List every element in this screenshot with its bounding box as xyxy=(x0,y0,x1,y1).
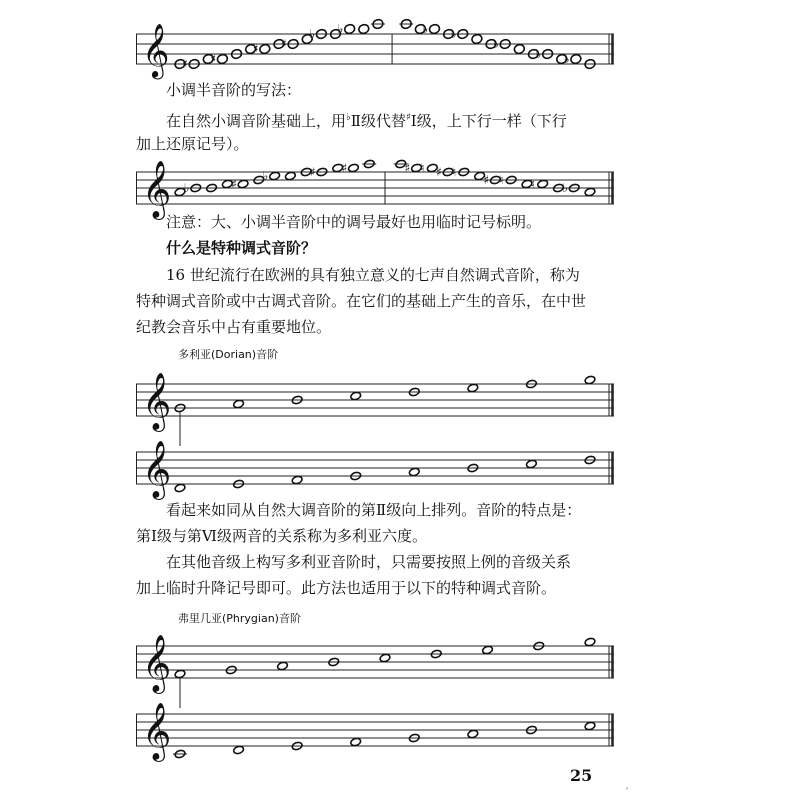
minor-chromatic-heading: 小调半音阶的写法： xyxy=(166,81,302,99)
treble-clef-icon: 𝄞 xyxy=(142,439,172,498)
whole-note xyxy=(348,163,360,173)
question-heading: 什么是特种调式音阶？ xyxy=(166,239,317,257)
whole-note xyxy=(379,653,391,663)
treble-clef-icon: 𝄞 xyxy=(142,159,172,218)
chromatic-scale-staff-2 xyxy=(136,158,614,218)
whole-note xyxy=(233,745,245,755)
corner-mark: ˊ xyxy=(624,788,629,799)
whole-note xyxy=(350,391,362,401)
dorian-desc-line4: 加上临时升降记号即可。此方法也适用于以下的特种调式音阶。 xyxy=(136,579,557,597)
dorian-caption: 多利亚(Dorian)音阶 xyxy=(178,348,279,361)
treble-clef-icon: 𝄞 xyxy=(142,633,172,692)
accidental: ♭ xyxy=(183,181,190,195)
treble-clef-icon: 𝄞 xyxy=(142,23,170,77)
whole-note xyxy=(174,483,186,493)
whole-note xyxy=(584,637,596,647)
accidental: ♮ xyxy=(499,173,504,187)
whole-note xyxy=(285,171,297,181)
whole-note xyxy=(513,43,525,54)
chromatic-scale-staff-1 xyxy=(136,20,614,77)
dorian-staff-1 xyxy=(136,371,614,430)
whole-note xyxy=(350,737,362,747)
accidental: ♮ xyxy=(530,177,535,191)
accidental: ♯ xyxy=(252,42,259,56)
whole-note xyxy=(471,33,483,44)
accidental: ♭ xyxy=(262,169,269,183)
phrygian-caption: 弗里几亚(Phrygian)音阶 xyxy=(178,612,301,625)
accidental: ♯ xyxy=(210,52,217,66)
whole-note xyxy=(291,475,303,485)
accidental: ♮ xyxy=(420,161,425,175)
whole-note xyxy=(259,43,271,54)
note-text: 注意：大、小调半音阶中的调号最好也用临时记号标明。 xyxy=(166,213,542,231)
whole-note xyxy=(216,53,228,64)
whole-note xyxy=(570,53,582,64)
accidental: ♯ xyxy=(231,177,237,191)
treble-clef-icon: 𝄞 xyxy=(142,371,172,430)
dorian-desc-line1: 看起来如同从自然大调音阶的第Ⅱ级向上排列。音阶的特点是： xyxy=(166,501,582,519)
page-number: 25 xyxy=(570,766,593,785)
church-modes-line3: 纪教会音乐中占有重要地位。 xyxy=(136,318,332,336)
minor-chromatic-body-line2: 加上还原记号）。 xyxy=(136,135,249,153)
treble-clef-icon: 𝄞 xyxy=(142,701,172,760)
whole-note xyxy=(344,23,356,34)
whole-note xyxy=(277,661,289,671)
accidental: ♯ xyxy=(483,173,490,187)
whole-note xyxy=(428,23,440,34)
whole-note xyxy=(408,467,420,477)
accidental: ♭ xyxy=(535,47,542,61)
whole-note xyxy=(526,459,538,469)
accidental: ♯ xyxy=(436,165,442,179)
accidental: ♭ xyxy=(562,181,568,195)
accidental: ♯ xyxy=(182,57,188,71)
accidental: ♯ xyxy=(404,161,411,175)
phrygian-staff-1 xyxy=(136,633,614,692)
accidental: ♭ xyxy=(337,22,344,36)
whole-note xyxy=(358,23,370,34)
whole-note xyxy=(467,383,479,393)
whole-note xyxy=(584,187,596,197)
whole-note xyxy=(584,375,596,385)
whole-note xyxy=(584,721,596,731)
phrygian-staff-2 xyxy=(136,701,614,760)
accidental: ♭ xyxy=(493,37,499,51)
whole-note xyxy=(537,179,549,189)
church-modes-line2: 特种调式音阶或中古调式音阶。在它们的基础上产生的音乐，在中世 xyxy=(136,292,587,310)
accidental: ♯ xyxy=(281,37,287,51)
accidental: ♭ xyxy=(422,22,429,36)
minor-chromatic-body-line1: 在自然小调音阶基础上，用♭Ⅱ级代替♯Ⅰ级，上下行一样（下行 xyxy=(166,112,567,130)
accidental: ♮ xyxy=(451,165,457,179)
whole-note xyxy=(233,399,245,409)
dorian-desc-line3: 在其他音级上构写多利亚音阶时，只需要按照上例的音级关系 xyxy=(166,553,572,571)
accidental: ♯ xyxy=(341,161,348,175)
dorian-desc-line2: 第Ⅰ级与第Ⅵ级两音的关系称为多利亚六度。 xyxy=(136,527,428,545)
whole-note xyxy=(482,645,494,655)
accidental: ♭ xyxy=(309,27,316,41)
dorian-staff-2 xyxy=(136,439,614,498)
whole-note xyxy=(269,171,281,181)
accidental: ♭ xyxy=(450,27,457,41)
accidental: ♭ xyxy=(563,52,570,66)
whole-note xyxy=(237,179,249,189)
whole-note xyxy=(467,729,479,739)
accidental: ♯ xyxy=(309,165,316,179)
church-modes-line1: 16 世纪流行在欧洲的具有独立意义的七声自然调式音阶，称为 xyxy=(166,266,580,284)
whole-note xyxy=(174,669,186,679)
